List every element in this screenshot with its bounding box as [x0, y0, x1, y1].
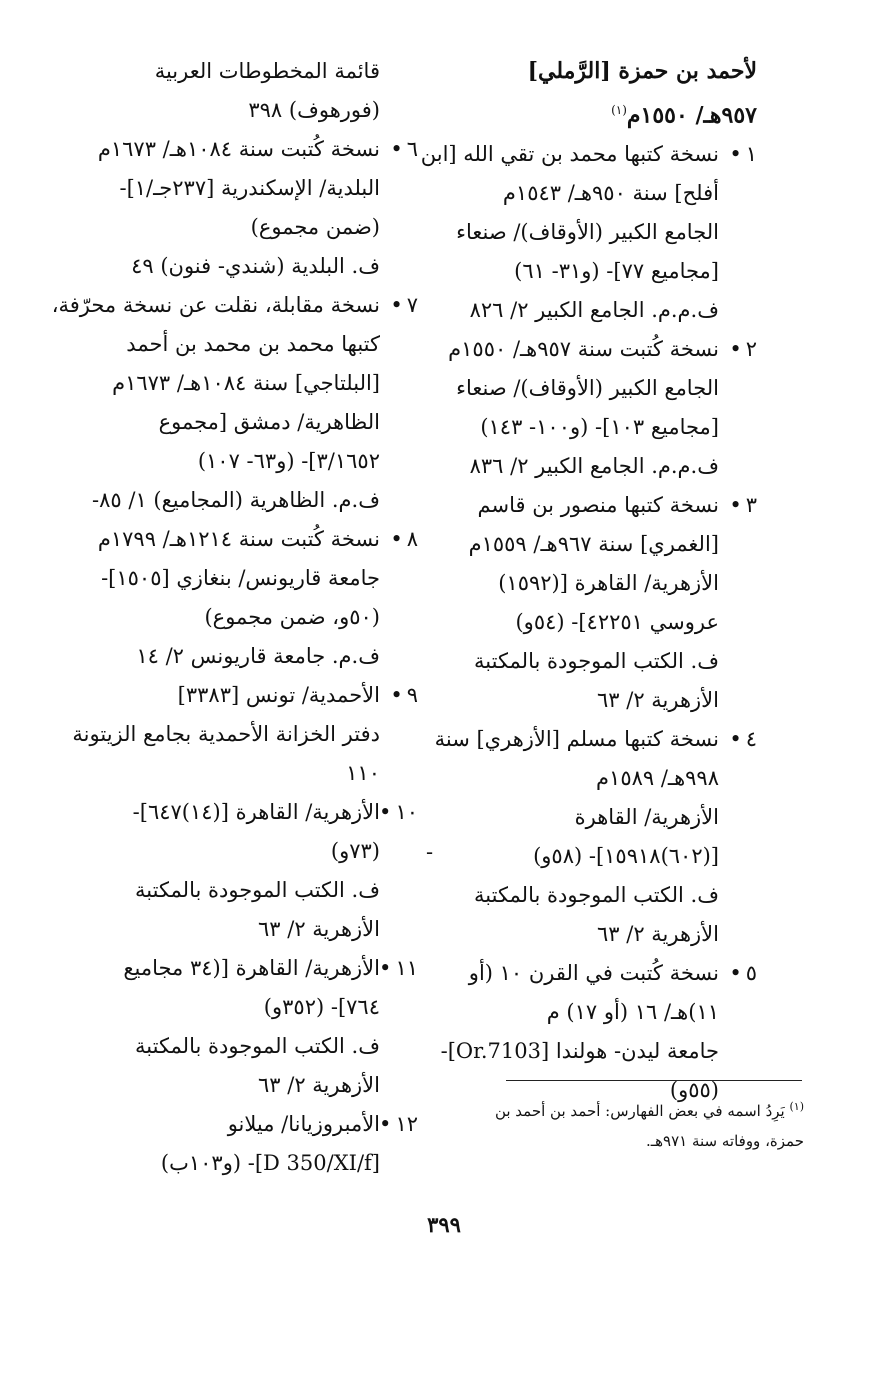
page-number: ٣٩٩ [427, 1212, 461, 1237]
entry-line: الأمبروزيانا/ ميلانو [227, 1112, 380, 1136]
entry-line: دفتر الخزانة الأحمدية بجامع الزيتونة [72, 722, 380, 746]
entry-line: الأزهرية/ القاهرة [574, 805, 719, 830]
entry-line: ف.م. الظاهرية (المجاميع) ١/ ٨٥- [92, 488, 380, 512]
footnote-marker: (١) [789, 1100, 804, 1113]
entry-line: نسخة كُتبت سنة ١٠٨٤هـ/ ١٦٧٣م [97, 137, 380, 161]
bullet-icon: • [729, 337, 742, 362]
entry-line: [البلتاجي] سنة ١٠٨٤هـ/ ١٦٧٣م [112, 371, 380, 395]
bullet-icon: • [729, 142, 742, 167]
entry-number-text: ٢ [745, 337, 757, 362]
entry-line: الأزهرية ٢/ ٦٣ [257, 917, 380, 941]
catalog-entry [452, 486, 757, 720]
entry-number-text: ١١ [395, 956, 418, 980]
entry-line: ٣/١٦٥٢]- (و٦٣- ١٠٧) [197, 449, 380, 473]
entry-line: (٧٣و) [330, 839, 380, 863]
entry-line: الأزهرية/ القاهرة [(١٤)٦٤٧]- [132, 800, 380, 824]
entry-line: نسخة كُتبت في القرن ١٠ (أو [468, 961, 719, 986]
heading-author: لأحمد بن حمزة [الرَّملي] [527, 58, 757, 84]
entry-line: جامعة ليدن- هولندا [Or.7103]- [440, 1039, 719, 1064]
entry-line: ف. الكتب الموجودة بالمكتبة [135, 1034, 380, 1058]
entry-line: (٥٥و) [669, 1078, 719, 1103]
entry-line: ٧٦٤]- (٣٥٢و) [263, 995, 380, 1019]
entry-number [382, 286, 418, 325]
catalog-entry [72, 1105, 418, 1183]
bullet-icon: • [379, 956, 392, 980]
entry-number [721, 486, 757, 525]
bullet-icon: • [729, 493, 742, 518]
footnote [474, 1092, 804, 1156]
entry-number-text: ١٢ [395, 1112, 418, 1136]
entry-line: ٩٩٨هـ/ ١٥٨٩م [596, 766, 719, 791]
entry-line: نسخة كُتبت سنة ١٢١٤هـ/ ١٧٩٩م [97, 527, 380, 551]
right-column [420, 52, 757, 1110]
entry-line: ف.م. جامعة قاريونس ٢/ ١٤ [136, 644, 380, 668]
catalog-entry [420, 135, 757, 330]
entry-line: الأحمدية/ تونس [٣٣٨٣] [177, 683, 380, 707]
catalog-entry [440, 954, 757, 1110]
footnote-text-1: يَرِدُ اسمه في بعض الفهارس: أحمد بن أحمد بن [494, 1102, 785, 1120]
bullet-icon: • [390, 683, 403, 707]
continuation-block [72, 52, 418, 130]
entry-line: الظاهرية/ دمشق [مجموع [158, 410, 380, 434]
entry-line: [مجاميع ٧٧]- (و٣١- ٦١) [514, 259, 719, 284]
entry-number-text: ٥ [745, 961, 757, 986]
entry-line: [(٦٠٢)١٥٩١٨]- (٥٨و) [533, 844, 719, 869]
bullet-icon: • [390, 137, 403, 161]
entry-line: ١١٠ [346, 761, 380, 785]
entry-line: نسخة كتبها محمد بن تقي الله [ابن [420, 142, 719, 167]
entry-number [382, 520, 418, 559]
entry-line: [D 350/XI/f]- (و١٠٣ب) [160, 1151, 380, 1175]
entry-line: نسخة كتبها مسلم [الأزهري] سنة [434, 727, 719, 752]
left-column [51, 52, 418, 1183]
left-entries-list [51, 130, 418, 1183]
entry-line: ف.م.م. الجامع الكبير ٢/ ٨٣٦ [469, 454, 719, 479]
catalog-entry [72, 676, 418, 793]
entry-number [721, 135, 757, 174]
heading-dates: ٩٥٧هـ/ ١٥٥٠م$^{(١)}$ [611, 102, 757, 129]
entry-line: عروسي ٤٢٢٥١]- (٥٤و) [515, 610, 719, 635]
entry-number [721, 330, 757, 369]
entry-number-text: ٦ [406, 137, 418, 161]
entry-line: ف.م.م. الجامع الكبير ٢/ ٨٢٦ [469, 298, 719, 323]
entry-line: جامعة قاريونس/ بنغازي [١٥٠٥]- [101, 566, 380, 590]
entry-heading [452, 52, 757, 135]
catalog-entry [72, 949, 418, 1105]
entry-line: ف. الكتب الموجودة بالمكتبة [135, 878, 380, 902]
bullet-icon: • [729, 961, 742, 986]
entry-number [379, 1105, 418, 1144]
catalog-entry [72, 793, 418, 949]
bullet-icon: • [379, 1112, 392, 1136]
entry-line: [الغمري] سنة ٩٦٧هـ/ ١٥٥٩م [468, 532, 719, 557]
entry-line: (٥٠و، ضمن مجموع) [204, 605, 380, 629]
entry-line: الأزهرية ٢/ ٦٣ [596, 922, 719, 947]
entry-number [721, 720, 757, 759]
entry-number [379, 949, 418, 988]
entry-line: (ضمن مجموع) [250, 215, 380, 239]
entry-line: الأزهرية ٢/ ٦٣ [596, 688, 719, 713]
entry-line: البلدية/ الإسكندرية [٢٣٧جـ/١]- [119, 176, 380, 200]
catalog-entry [72, 130, 418, 286]
entry-line: نسخة كُتبت سنة ٩٥٧هـ/ ١٥٥٠م [448, 337, 719, 362]
catalog-entry [434, 720, 757, 954]
footnote-divider [506, 1080, 802, 1081]
entry-line: ف. الكتب الموجودة بالمكتبة [474, 649, 719, 674]
entry-line: الأزهرية/ القاهرة [(١٥٩٢) [498, 571, 719, 596]
footnote-text-2: حمزة، ووفاته سنة ٩٧١هـ. [645, 1132, 804, 1150]
continuation-line: قائمة المخطوطات العربية [154, 59, 380, 83]
entry-line: الأزهرية/ القاهرة [(٣٤ مجاميع [123, 956, 380, 980]
entry-line: الجامع الكبير (الأوقاف)/ صنعاء [456, 220, 719, 245]
entry-number-text: ١ [745, 142, 757, 167]
entry-number [382, 676, 418, 715]
entry-number [382, 130, 418, 169]
entry-number [721, 954, 757, 993]
entry-number [379, 793, 418, 832]
entry-number-text: ١٠ [395, 800, 418, 824]
bullet-icon: • [379, 800, 392, 824]
entry-line: أفلح] سنة ٩٥٠هـ/ ١٥٤٣م [502, 181, 719, 206]
catalog-entry [72, 520, 418, 676]
entry-number-text: ٨ [406, 527, 418, 551]
entry-line: [مجاميع ١٠٣]- (و١٠٠- ١٤٣) [480, 415, 719, 440]
bullet-icon: • [390, 527, 403, 551]
entry-line: ف. البلدية (شندي- فنون) ٤٩ [131, 254, 380, 278]
bullet-icon: • [390, 293, 403, 317]
entry-number-text: ٤ [745, 727, 757, 752]
entry-number-text: ٧ [406, 293, 418, 317]
entry-line: الجامع الكبير (الأوقاف)/ صنعاء [456, 376, 719, 401]
catalog-entry [51, 286, 418, 520]
entry-line: ف. الكتب الموجودة بالمكتبة [474, 883, 719, 908]
entry-line: كتبها محمد بن محمد بن أحمد [126, 332, 380, 356]
entry-line: الأزهرية ٢/ ٦٣ [257, 1073, 380, 1097]
entry-line: ١١)هـ/ ١٦ (أو ١٧) م [546, 1000, 719, 1025]
right-entries-list [420, 135, 757, 1110]
entry-number-text: ٩ [406, 683, 418, 707]
entry-line: نسخة كتبها منصور بن قاسم [477, 493, 719, 518]
entry-line: نسخة مقابلة، نقلت عن نسخة محرّفة، [51, 293, 380, 317]
continuation-line: (فورهوف) ٣٩٨ [248, 98, 380, 122]
bullet-icon: • [729, 727, 742, 752]
footnote-reference: (١) [611, 103, 627, 117]
entry-number-text: ٣ [745, 493, 757, 518]
catalog-entry [448, 330, 757, 486]
stray-dash: - [426, 840, 434, 864]
